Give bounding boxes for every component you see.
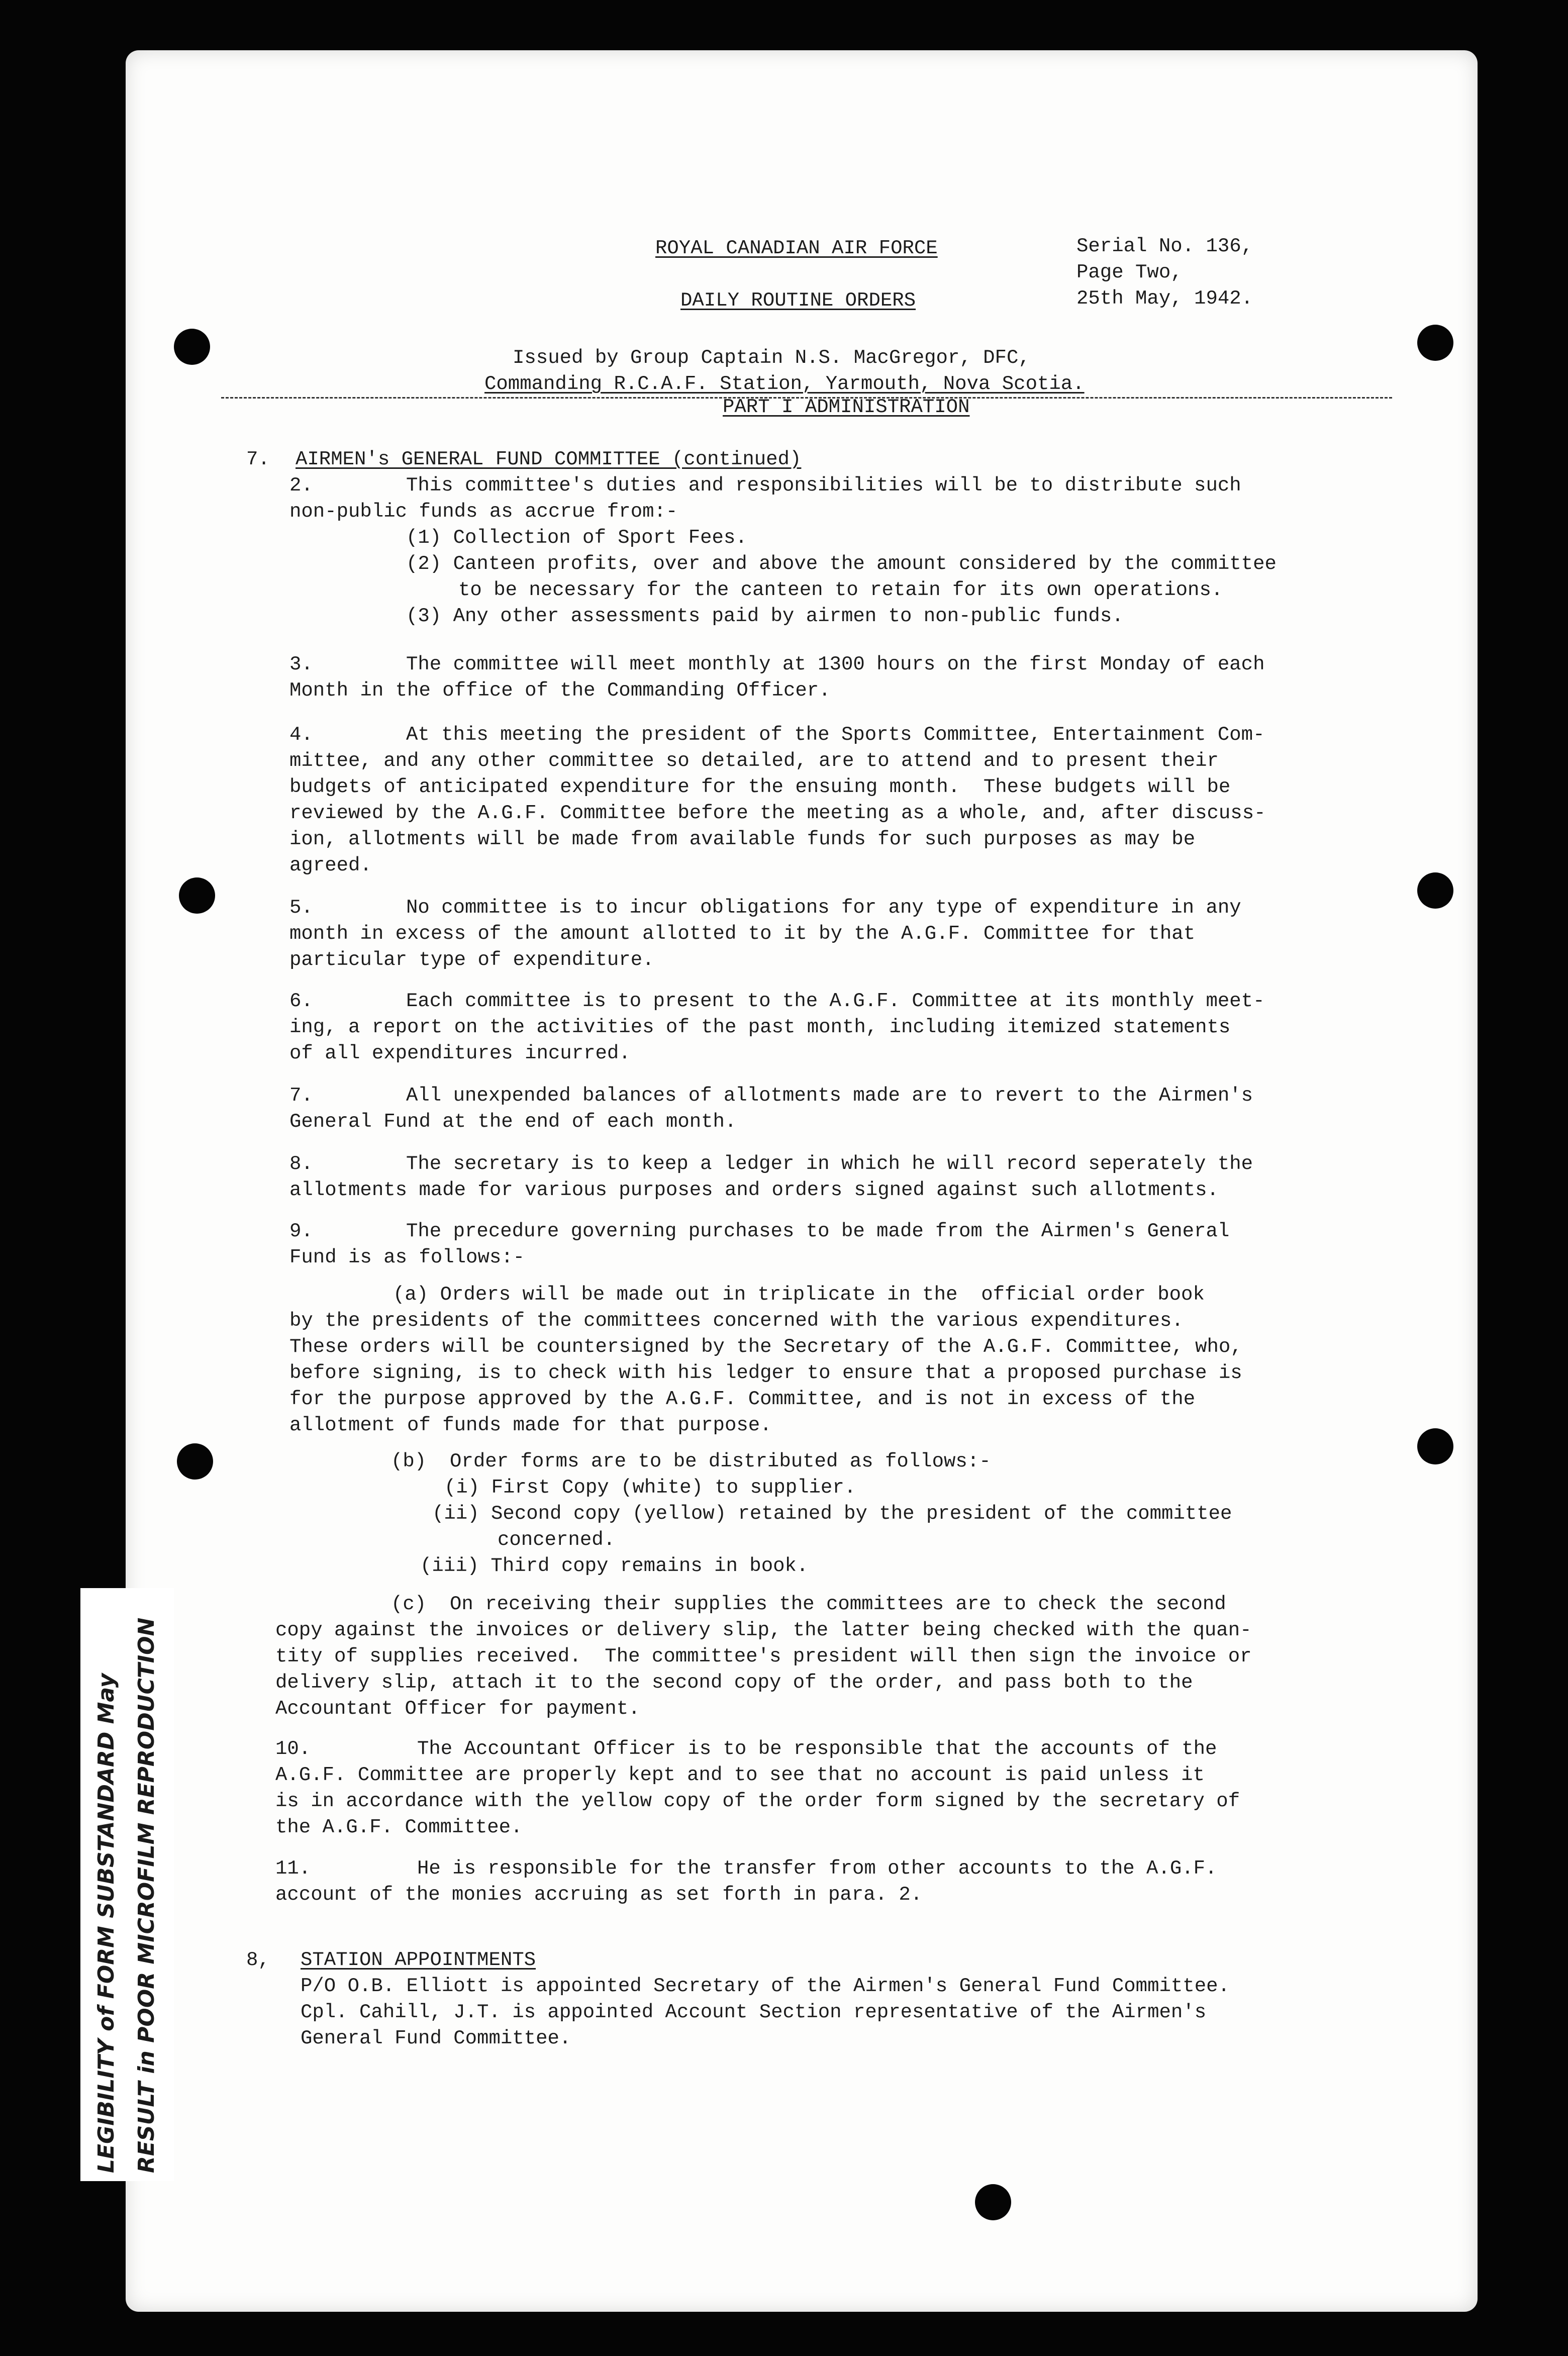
para-number: 8.	[289, 1153, 313, 1175]
para-number: 11.	[275, 1857, 311, 1880]
body-line: non-public funds as accrue from:-	[289, 501, 678, 523]
para-number: 4.	[289, 724, 313, 746]
body-line: month in excess of the amount allotted to it by the A.G.F. Committee for that	[289, 923, 1196, 945]
body-line: (2) Canteen profits, over and above the amount considered by the committee	[406, 553, 1277, 575]
body-line: tity of supplies received. The committee's president will then sign the invoice or	[275, 1645, 1252, 1667]
body-line: to be necessary for the canteen to retain for its own operations.	[458, 579, 1223, 601]
body-line: ion, allotments will be made from available funds for such purposes as may be	[289, 828, 1196, 850]
microfilm-legibility-note	[80, 1588, 174, 2181]
body-line: (b) Order forms are to be distributed as follows:-	[391, 1450, 991, 1472]
body-line: particular type of expenditure.	[289, 949, 654, 971]
header-org: ROYAL CANADIAN AIR FORCE	[655, 237, 938, 259]
para-number: 5.	[289, 897, 313, 919]
para-number: 3.	[289, 653, 313, 675]
body-line: This committee's duties and responsibilities will be to distribute such	[406, 474, 1241, 497]
body-line: budgets of anticipated expenditure for the ensuing month. These budgets will be	[289, 776, 1231, 798]
body-line: allotment of funds made for that purpose.	[289, 1414, 772, 1436]
body-line: The Accountant Officer is to be responsible that the accounts of the	[417, 1738, 1217, 1760]
body-line: Month in the office of the Commanding Officer.	[289, 679, 831, 702]
body-line: allotments made for various purposes and orders signed against such allotments.	[289, 1179, 1219, 1201]
section-number: 7.	[246, 448, 270, 470]
punch-hole	[177, 1443, 213, 1480]
body-line: reviewed by the A.G.F. Committee before the meeting as a whole, and, after discuss-	[289, 802, 1266, 824]
header-serial: Serial No. 136,	[1076, 235, 1253, 257]
punch-hole	[1417, 872, 1453, 909]
para-number: 9.	[289, 1220, 313, 1242]
section-number: 8,	[246, 1949, 270, 1971]
body-line: At this meeting the president of the Sports Committee, Entertainment Com-	[406, 724, 1265, 746]
section-heading: STATION APPOINTMENTS	[301, 1949, 536, 1971]
body-line: the A.G.F. Committee.	[275, 1816, 523, 1838]
body-line: (1) Collection of Sport Fees.	[406, 527, 747, 549]
body-line: He is responsible for the transfer from other accounts to the A.G.F.	[417, 1857, 1217, 1880]
body-line: is in accordance with the yellow copy of the order form signed by the secretary of	[275, 1790, 1240, 1812]
body-line: agreed.	[289, 854, 372, 876]
punch-hole	[174, 329, 210, 365]
body-line: Fund is as follows:-	[289, 1246, 525, 1268]
para-number: 6.	[289, 990, 313, 1012]
body-line: The committee will meet monthly at 1300 hours on the first Monday of each	[406, 653, 1265, 675]
body-line: concerned.	[498, 1529, 616, 1551]
punch-hole	[1417, 1428, 1453, 1464]
body-line: (c) On receiving their supplies the committees are to check the second	[391, 1593, 1226, 1615]
punch-hole	[1417, 325, 1453, 361]
body-line: General Fund Committee.	[301, 2027, 571, 2049]
body-line: for the purpose approved by the A.G.F. Committee, and is not in excess of the	[289, 1388, 1196, 1410]
body-line: copy against the invoices or delivery slip, the latter being checked with the quan-	[275, 1619, 1252, 1641]
header-issued-by: Issued by Group Captain N.S. MacGregor, DFC,	[513, 347, 1030, 369]
margin-note-line: LEGIBILITY of FORM SUBSTANDARD May	[93, 1673, 119, 2173]
body-line: (ii) Second copy (yellow) retained by the president of the committee	[432, 1503, 1232, 1525]
body-line: Each committee is to present to the A.G.F. Committee at its monthly meet-	[406, 990, 1265, 1012]
body-line: (i) First Copy (white) to supplier.	[444, 1477, 856, 1499]
body-line: account of the monies accruing as set forth in para. 2.	[275, 1884, 923, 1906]
body-line: of all expenditures incurred.	[289, 1042, 631, 1064]
punch-hole	[975, 2184, 1011, 2220]
punch-hole	[179, 877, 215, 914]
para-number: 7.	[289, 1085, 313, 1107]
body-line: by the presidents of the committees concerned with the various expenditures.	[289, 1310, 1184, 1332]
body-line: The precedure governing purchases to be made from the Airmen's General	[406, 1220, 1230, 1242]
body-line: (a) Orders will be made out in triplicate in the official order book	[393, 1284, 1205, 1306]
body-line: P/O O.B. Elliott is appointed Secretary of the Airmen's General Fund Committee.	[301, 1975, 1230, 1997]
body-line: The secretary is to keep a ledger in which he will record seperately the	[406, 1153, 1253, 1175]
body-line: No committee is to incur obligations for any type of expenditure in any	[406, 897, 1241, 919]
body-line: Cpl. Cahill, J.T. is appointed Account Section representative of the Airmen's	[301, 2001, 1207, 2023]
body-line: (3) Any other assessments paid by airmen to non-public funds.	[406, 605, 1124, 627]
body-line: (iii) Third copy remains in book.	[420, 1555, 809, 1577]
margin-note-line: RESULT in POOR MICROFILM REPRODUCTION	[134, 1617, 159, 2173]
header-part: PART I ADMINISTRATION	[723, 396, 970, 418]
header-page: Page Two,	[1076, 261, 1183, 283]
section-heading: AIRMEN's GENERAL FUND COMMITTEE (continued)	[296, 448, 802, 470]
para-number: 10.	[275, 1738, 311, 1760]
body-line: A.G.F. Committee are properly kept and to see that no account is paid unless it	[275, 1764, 1205, 1786]
body-line: mittee, and any other committee so detailed, are to attend and to present their	[289, 750, 1219, 772]
body-line: These orders will be countersigned by the Secretary of the A.G.F. Committee, who,	[289, 1336, 1242, 1358]
header-date: 25th May, 1942.	[1076, 287, 1253, 310]
body-line: Accountant Officer for payment.	[275, 1698, 640, 1720]
body-line: General Fund at the end of each month.	[289, 1111, 737, 1133]
header-subtitle: DAILY ROUTINE ORDERS	[680, 289, 916, 312]
header-commanding: Commanding R.C.A.F. Station, Yarmouth, Nova Scotia.	[484, 373, 1085, 395]
para-number: 2.	[289, 474, 313, 497]
body-line: before signing, is to check with his ledger to ensure that a proposed purchase is	[289, 1362, 1242, 1384]
body-line: All unexpended balances of allotments made are to revert to the Airmen's	[406, 1085, 1253, 1107]
body-line: ing, a report on the activities of the past month, including itemized statements	[289, 1016, 1231, 1038]
body-line: delivery slip, attach it to the second copy of the order, and pass both to the	[275, 1672, 1193, 1694]
